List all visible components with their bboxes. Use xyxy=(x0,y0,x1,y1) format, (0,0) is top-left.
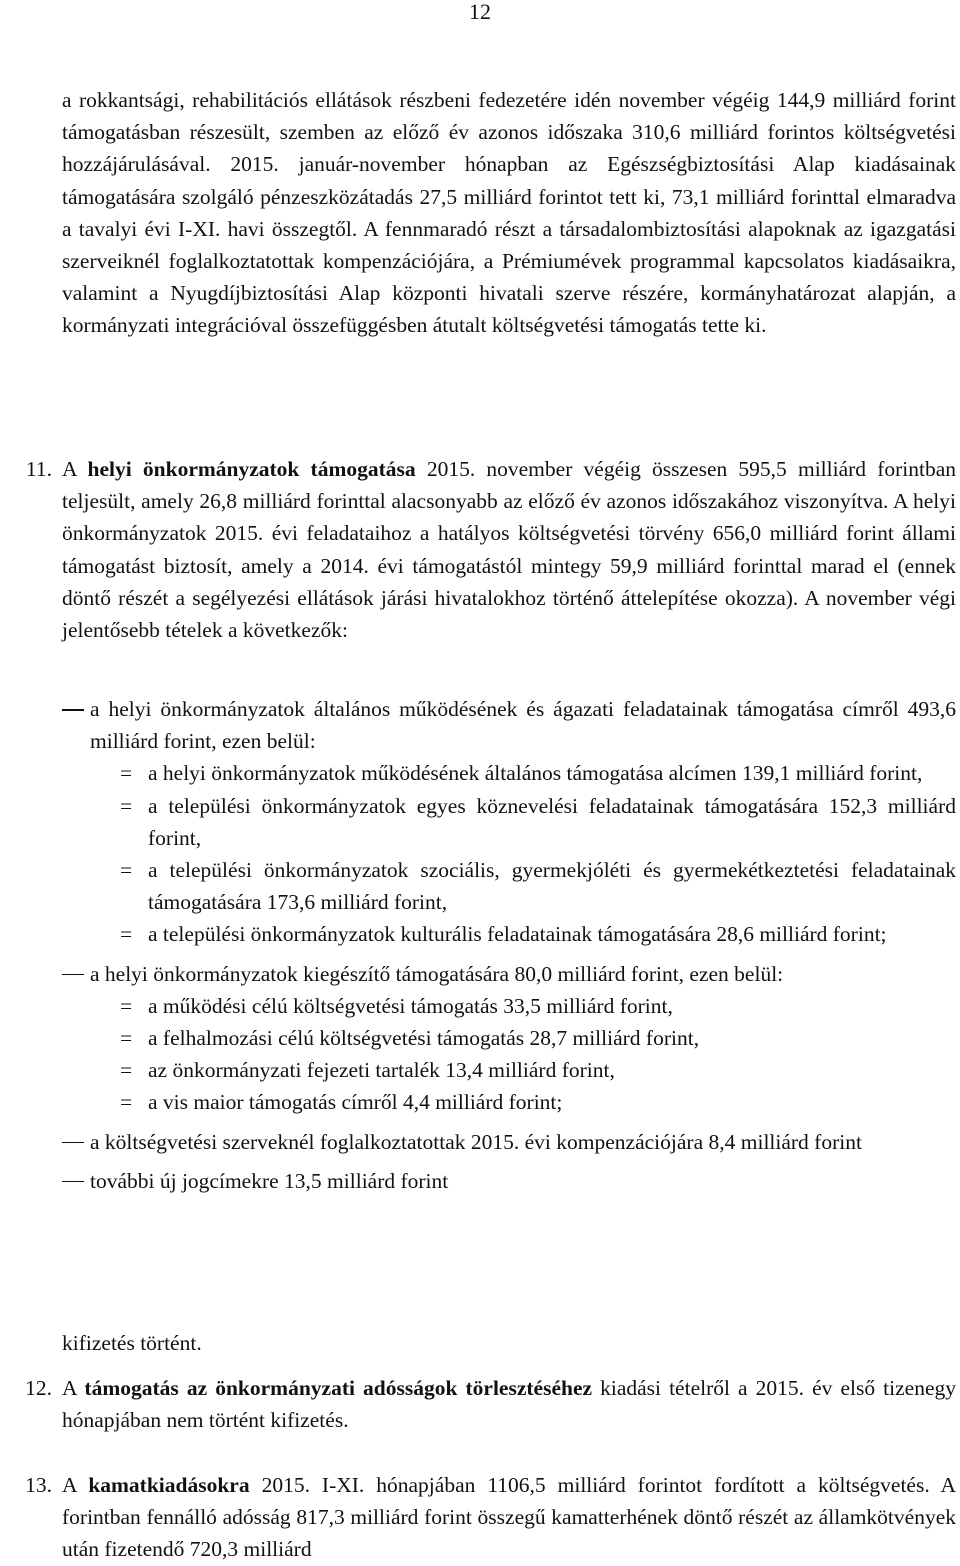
section-11-number: 11. xyxy=(25,457,52,481)
section-11-text xyxy=(62,453,956,646)
expense-items-list xyxy=(62,693,956,1204)
sub-list-item xyxy=(90,1086,956,1118)
sub-list-item-text: a települési önkormányzatok szociális, gyermekjóléti és gyermekétkeztetési feladatainak támogatására 173,6 milliárd forint, xyxy=(148,858,956,915)
section-12-body: kiadási tételről a 2015. év első tizenegy hónapjában nem történt kifizetés. xyxy=(62,1376,956,1433)
sub-list-item-text: a vis maior támogatás címről 4,4 milliárd forint; xyxy=(148,1090,563,1115)
sub-list-item-text: a települési önkormányzatok egyes köznevelési feladatainak támogatására 152,3 milliárd forint, xyxy=(148,793,956,850)
list-item xyxy=(62,958,956,1119)
sub-list xyxy=(90,757,956,950)
list-item-text: a helyi önkormányzatok általános működésének és ágazati feladatainak támogatása címről 493,6 milliárd forint, ezen belül: xyxy=(90,697,956,754)
equals-bullet: = xyxy=(120,922,133,947)
intro-paragraph: a rokkantsági, rehabilitációs ellátások részbeni fedezetére idén november végéig 144,9 milliárd forint támogatásban részesült, szemben az előző év azonos időszaka 310,6 milliárd forintos költségvetési hozzájárulásával. 2015. január-november hónapban az Egészségbiztosítási Alap kiadásainak támogatására szolgáló pénzeszközátadás 27,5 milliárd forintot tett ki, 73,1 milliárd forinttal elmaradva a tavalyi évi I-XI. havi összegtől. A fennmaradó részt a társadalombiztosítási alapoknak az igazgatási szerveiknél foglalkoztatottak kompenzációjára, a Prémiumévek programmal kapcsolatos kiadásaikra, valamint a Nyugdíjbiztosítási Alap központi hivatali szerve részére, kormányhatározat alapján, a kormányzati integrációval összefüggésben átutalt költségvetési támogatás tette ki. xyxy=(62,88,956,338)
section-11-lead: A xyxy=(62,457,77,481)
list-item-text: a helyi önkormányzatok kiegészítő támogatására 80,0 milliárd forint, ezen belül: xyxy=(90,961,784,986)
section-12 xyxy=(25,1372,956,1436)
section-13-lead: A xyxy=(62,1473,77,1497)
list-item xyxy=(62,693,956,951)
list-item-text: a költségvetési szerveknél foglalkoztatottak 2015. évi kompenzációjára 8,4 milliárd forint xyxy=(90,1129,862,1154)
equals-bullet: = xyxy=(120,1058,133,1083)
sub-list-item-text: a helyi önkormányzatok működésének általános támogatása alcímen 139,1 milliárd forint, xyxy=(148,761,923,786)
list-item xyxy=(62,1165,956,1197)
sub-list-item xyxy=(90,918,956,950)
section-13-body: 2015. I-XI. hónapjában 1106,5 milliárd forintot fordított a költségvetés. A forintban fennálló adósság 817,3 milliárd forint összegű kamatterhének döntő részét az államkötvények után fizetendő 720,3 milliárd xyxy=(62,1473,957,1562)
section-11-body: 2015. november végéig összesen 595,5 milliárd forintban teljesült, amely 26,8 milliárd forinttal alacsonyabb az előző év azonos időszakához viszonyítva. A helyi önkormányzatok 2015. évi feladataihoz a hatályos költségvetési törvény 656,0 milliárd forint állami támogatást biztosít, amely a 2014. évi támogatástól mintegy 59,9 milliárd forinttal marad el (ennek döntő részét a segélyezési ellátások járási hivatalokhoz történő áttelepítése okozza). A november végi jelentősebb tételek a következők: xyxy=(62,457,957,643)
equals-bullet: = xyxy=(120,761,133,786)
section-13-text xyxy=(62,1469,956,1566)
equals-bullet: = xyxy=(120,1026,133,1051)
list-item xyxy=(62,1126,956,1158)
sub-list-item-text: a települési önkormányzatok kulturális feladatainak támogatására 28,6 milliárd forint; xyxy=(148,922,887,947)
sub-list-item-text: a felhalmozási célú költségvetési támogatás 28,7 milliárd forint, xyxy=(148,1026,700,1051)
section-11 xyxy=(25,453,957,646)
sub-list-item-text: az önkormányzati fejezeti tartalék 13,4 milliárd forint, xyxy=(148,1058,615,1083)
equals-bullet: = xyxy=(120,1090,133,1115)
section-12-bold: támogatás az önkormányzati adósságok törlesztéséhez xyxy=(84,1376,593,1400)
sub-list-item xyxy=(90,757,956,789)
section-12-text xyxy=(62,1372,956,1436)
page-number: 12 xyxy=(469,0,491,24)
sub-list-item xyxy=(90,990,956,1022)
section-12-lead: A xyxy=(62,1376,77,1400)
sub-list-item xyxy=(90,790,956,854)
equals-bullet: = xyxy=(120,993,133,1018)
equals-bullet: = xyxy=(120,793,133,818)
section-13-number: 13. xyxy=(25,1473,52,1497)
list-item-text: további új jogcímekre 13,5 milliárd forint xyxy=(90,1168,449,1193)
section-12-number: 12. xyxy=(25,1376,52,1400)
section-11-bold: helyi önkormányzatok támogatása xyxy=(87,457,416,481)
section-13 xyxy=(25,1469,957,1566)
closing-line: kifizetés történt. xyxy=(62,1331,202,1355)
sub-list-item xyxy=(90,1054,956,1086)
sub-list xyxy=(90,990,956,1119)
equals-bullet: = xyxy=(120,858,133,883)
section-13-bold: kamatkiadásokra xyxy=(88,1473,250,1497)
sub-list-item xyxy=(90,1022,956,1054)
sub-list-item-text: a működési célú költségvetési támogatás 33,5 milliárd forint, xyxy=(148,993,673,1018)
sub-list-item xyxy=(90,854,956,918)
